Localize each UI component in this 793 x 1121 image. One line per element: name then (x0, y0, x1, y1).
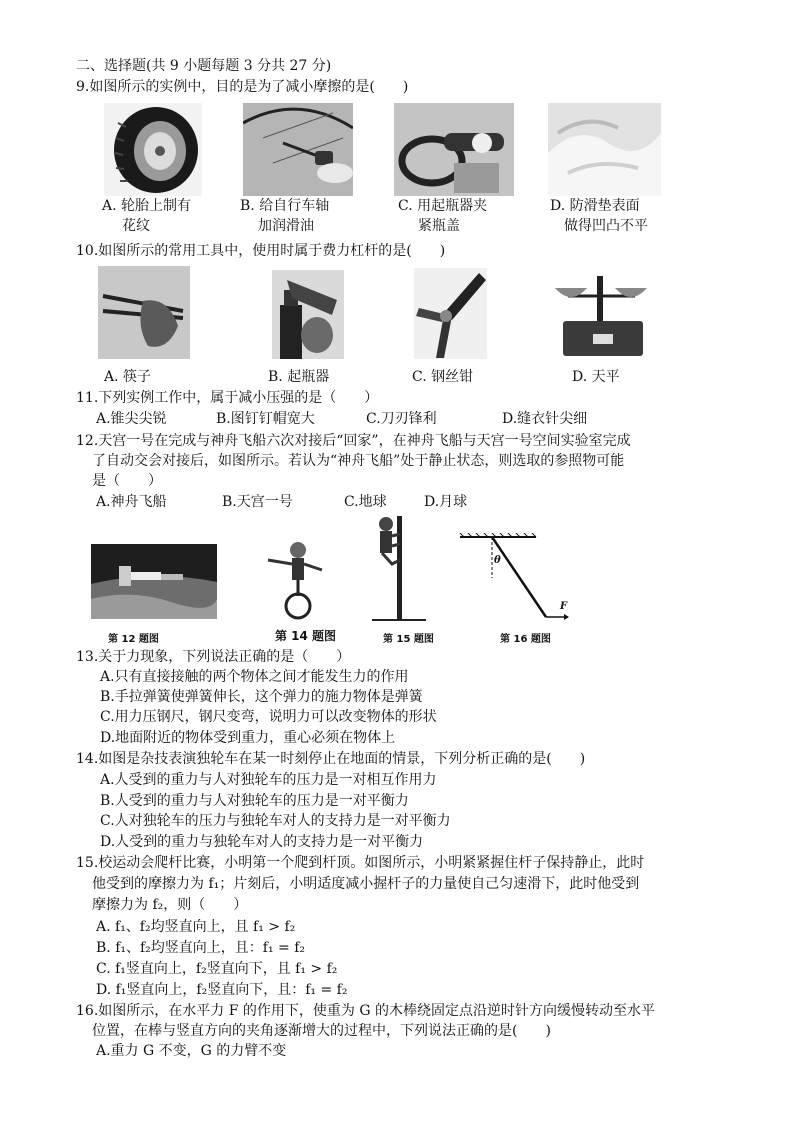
q9-option-b: B. 给自行车轴 加润滑油 (240, 198, 330, 234)
q15-option-a: A. f₁、f₂均竖直向上，且 f₁ > f₂ (96, 919, 296, 935)
q11-option-c: C.刀刃锋利 (366, 411, 437, 427)
q12-line2: 了自动交会对接后，如图所示。若认为“神舟飞船”处于静止状态，则选取的参照物可能 (92, 453, 625, 469)
q11-option-a: A.锥尖尖锐 (96, 411, 167, 427)
q11-stem: 11.下列实例工作中，属于减小压强的是（ ） (76, 390, 379, 406)
fig16-theta-label: θ (494, 555, 501, 566)
q12-option-b: B.天宫一号 (222, 494, 293, 510)
q16-line2: 位置，在棒与竖直方向的夹角逐渐增大的过程中，下列说法正确的是( ) (92, 1023, 551, 1039)
fig16-lever-diagram (456, 533, 576, 623)
q15-option-c: C. f₁竖直向上，f₂竖直向下，且 f₁ > f₂ (96, 961, 338, 977)
q9-option-d: D. 防滑垫表面 做得凹凸不平 (550, 198, 648, 234)
q12-line3: 是（ ） (92, 473, 162, 489)
q13-option-a: A.只有直接接触的两个物体之间才能发生力的作用 (100, 669, 409, 685)
q13-option-b: B.手拉弹簧使弹簧伸长，这个弹力的施力物体是弹簧 (100, 689, 423, 705)
q12-line1: 12.天宫一号在完成与神舟飞船六次对接后“回家”，在神舟飞船与天宫一号空间实验室完成 (76, 433, 631, 449)
fig15-caption: 第 15 题图 (383, 634, 434, 645)
section-header: 二、选择题(共 9 小题每题 3 分共 27 分) (76, 58, 332, 74)
q15-line1: 15.校运动会爬杆比赛，小明第一个爬到杆顶。如图所示，小明紧紧握住杆子保持静止，此时 (76, 855, 645, 871)
q9-tire-image (104, 103, 202, 196)
fig14-caption: 第 14 题图 (275, 629, 337, 643)
q12-option-a: A.神舟飞船 (96, 494, 167, 510)
q12-option-d: D.月球 (424, 494, 468, 510)
q10-balance-image (553, 266, 651, 359)
fig15-pole-climb-image (368, 516, 430, 623)
q15-option-d: D. f₁竖直向上，f₂竖直向下，且：f₁ = f₂ (96, 982, 348, 998)
q13-option-c: C.用力压钢尺，钢尺变弯，说明力可以改变物体的形状 (100, 709, 437, 725)
q10-pliers-image (414, 268, 487, 359)
q14-option-d: D.人受到的重力与独轮车对人的支持力是一对平衡力 (100, 834, 424, 850)
q15-line3: 摩擦力为 f₂，则（ ） (92, 897, 248, 913)
q14-option-b: B.人受到的重力与人对独轮车的压力是一对平衡力 (100, 793, 409, 809)
q10-stem: 10.如图所示的常用工具中，使用时属于费力杠杆的是( ) (76, 243, 446, 259)
fig16-force-label: F (560, 601, 568, 612)
q9-option-a: A. 轮胎上制有 花纹 (102, 198, 192, 234)
q15-line2: 他受到的摩擦力为 f₁；片刻后，小明适度减小握杆子的力量使自己匀速滑下，此时他受到 (92, 876, 640, 892)
q9-bicycle-oil-image (243, 103, 353, 196)
q10-option-d: D. 天平 (572, 369, 620, 385)
q16-line1: 16.如图所示，在水平力 F 的作用下，使重为 G 的木棒绕固定点沿逆时针方向缓慢转动至水平 (76, 1003, 655, 1019)
q11-option-b: B.图钉钉帽宽大 (216, 411, 315, 427)
q10-option-c: C. 钢丝钳 (412, 369, 474, 385)
q10-chopsticks-image (98, 266, 190, 359)
fig14-unicycle-image (258, 540, 330, 620)
q12-option-c: C.地球 (344, 494, 387, 510)
q15-option-b: B. f₁、f₂均竖直向上，且：f₁ = f₂ (96, 940, 305, 956)
q9-antislip-mat-image (548, 103, 661, 196)
q14-option-a: A.人受到的重力与人对独轮车的压力是一对相互作用力 (100, 772, 437, 788)
fig12-caption: 第 12 题图 (108, 634, 159, 645)
q10-option-b: B. 起瓶器 (268, 369, 330, 385)
q16-option-a: A.重力 G 不变，G 的力臂不变 (96, 1043, 287, 1059)
q13-stem: 13.关于力现象，下列说法正确的是（ ） (76, 649, 351, 665)
q9-stem: 9.如图所示的实例中，目的是为了减小摩擦的是( ) (76, 79, 409, 95)
q10-bottle-opener-image (272, 270, 344, 359)
q9-bottle-opener-image (394, 103, 514, 196)
q9-option-c: C. 用起瓶器夹 紧瓶盖 (398, 198, 488, 234)
fig16-caption: 第 16 题图 (500, 634, 551, 645)
q10-option-a: A. 筷子 (104, 369, 152, 385)
q14-stem: 14.如图是杂技表演独轮车在某一时刻停止在地面的情景，下列分析正确的是( ) (76, 751, 586, 767)
q13-option-d: D.地面附近的物体受到重力，重心必须在物体上 (100, 730, 396, 746)
q11-option-d: D.缝衣针尖细 (502, 411, 588, 427)
fig12-spacecraft-image (91, 544, 217, 619)
q14-option-c: C.人对独轮车的压力与独轮车对人的支持力是一对平衡力 (100, 813, 451, 829)
